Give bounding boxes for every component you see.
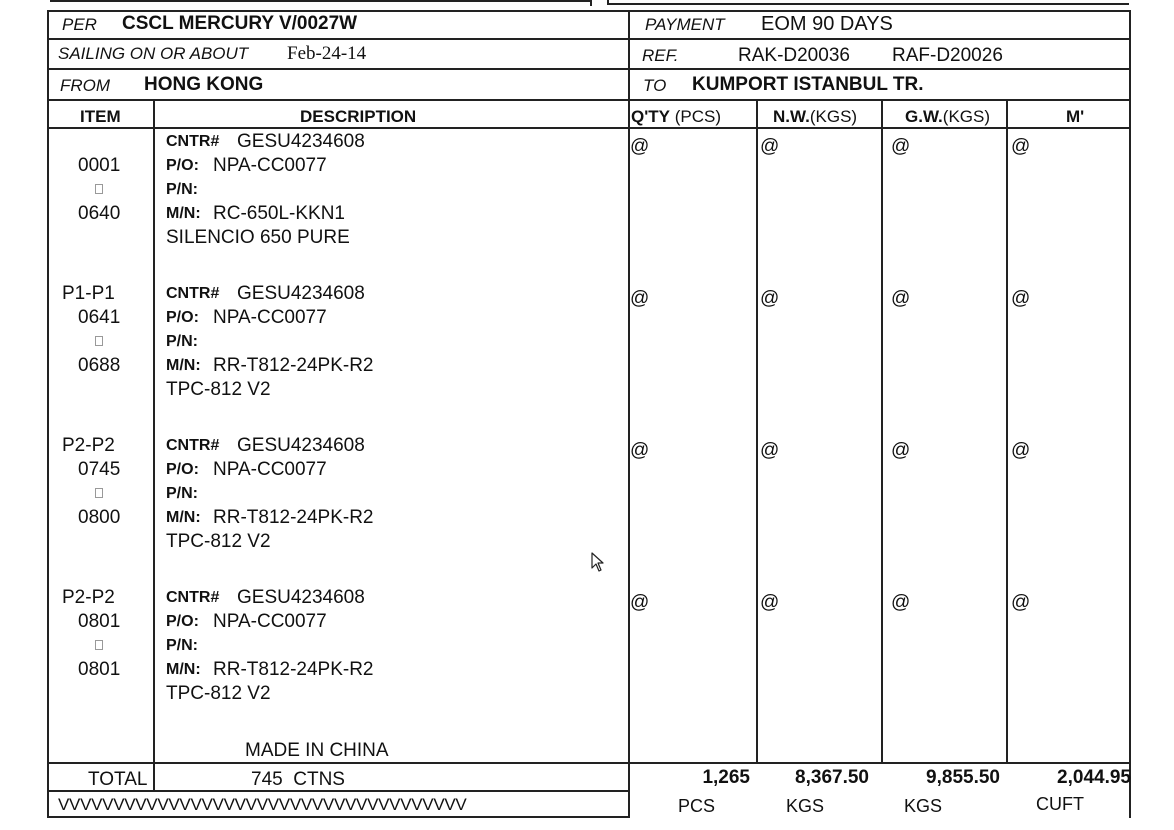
made-in-label: MADE IN CHINA [245,740,389,761]
po-label: P/O: [166,157,199,174]
from-label: FROM [60,76,111,95]
vline-item [153,99,155,792]
mn-value: RR-T812-24PK-R2 [213,355,374,376]
item-top: P2-P2 [62,587,115,608]
ref-value-2: RAF-D20026 [892,45,1003,66]
mn-label: M/N: [166,661,201,678]
at-sign: @ [891,592,911,613]
product-description: TPC-812 V2 [166,379,271,400]
at-sign: @ [630,440,650,461]
item-to: 0688 [78,355,121,376]
total-gw: 9,855.50 [926,767,1000,788]
cntr-value: GESU4234608 [237,131,365,152]
at-sign: @ [760,136,780,157]
item-to: 0801 [78,659,121,680]
at-sign: @ [760,592,780,613]
hline-2 [47,68,1131,70]
col-gw [905,108,990,125]
at-sign: @ [630,592,650,613]
form-border-right [1129,10,1131,818]
at-sign: @ [1011,592,1031,613]
total-gw-unit: KGS [904,796,943,816]
item-from: 0641 [78,307,121,328]
vline-qty [756,99,758,764]
at-sign: @ [760,288,780,309]
total-m-unit: CUFT [1036,794,1084,814]
col-gw-label: G.W. [905,107,943,126]
cntr-label: CNTR# [166,437,220,454]
product-description: TPC-812 V2 [166,683,271,704]
mn-label: M/N: [166,509,201,526]
po-label: P/O: [166,613,199,630]
at-sign: @ [630,288,650,309]
pn-label: P/N: [166,637,198,654]
total-label: TOTAL [88,769,148,790]
col-qty-label: Q'TY [631,107,670,126]
mn-value: RR-T812-24PK-R2 [213,507,374,528]
item-from: 0001 [78,155,121,176]
po-value: NPA-CC0077 [213,459,327,480]
top-cut-mark-right [607,0,609,5]
at-sign: @ [891,440,911,461]
at-sign: @ [891,288,911,309]
item-top: P2-P2 [62,435,115,456]
ref-label: REF. [642,46,679,65]
form-border-left [47,10,49,818]
from-value: HONG KONG [144,74,264,95]
to-label: TO [643,76,667,95]
range-separator-icon [95,640,103,650]
to-value: KUMPORT ISTANBUL TR. [692,74,924,95]
item-to: 0800 [78,507,121,528]
col-qty [631,108,721,125]
total-nw: 8,367.50 [795,767,869,788]
top-cut-line-left [50,0,592,2]
per-label: PER [62,15,97,34]
at-sign: @ [1011,288,1031,309]
range-separator-icon [95,184,103,194]
col-nw [773,108,857,125]
col-m: M' [1066,107,1085,126]
item-to: 0640 [78,203,121,224]
pn-label: P/N: [166,181,198,198]
hline-5 [47,762,1131,764]
col-gw-unit: (KGS) [942,107,991,126]
po-label: P/O: [166,309,199,326]
mn-label: M/N: [166,357,201,374]
total-ctns: 745 CTNS [251,769,345,790]
hline-bottom [47,816,630,818]
total-qty-unit: PCS [678,796,716,816]
item-from: 0801 [78,611,121,632]
hline-6 [47,790,630,792]
col-nw-label: N.W. [773,107,810,126]
col-qty-unit: (PCS) [674,107,722,126]
range-separator-icon [95,488,103,498]
at-sign: @ [891,136,911,157]
vline-nw [881,99,883,764]
top-cut-line-right [607,3,1129,5]
total-filler: VVVVVVVVVVVVVVVVVVVVVVVVVVVVVVVVVVVVV [58,795,467,814]
po-label: P/O: [166,461,199,478]
item-from: 0745 [78,459,121,480]
sailing-label: SAILING ON OR ABOUT [58,44,249,63]
cntr-label: CNTR# [166,589,220,606]
total-m: 2,044.95 [1057,767,1131,788]
range-separator-icon [95,336,103,346]
total-qty: 1,265 [702,767,750,788]
payment-label: PAYMENT [645,15,725,34]
at-sign: @ [1011,440,1031,461]
total-nw-unit: KGS [786,796,825,816]
po-value: NPA-CC0077 [213,307,327,328]
mn-value: RC-650L-KKN1 [213,203,345,224]
sailing-value: Feb-24-14 [287,43,367,64]
header-divider [628,10,630,818]
hline-4 [47,127,1131,129]
at-sign: @ [1011,136,1031,157]
top-cut-mark-left [590,0,592,6]
at-sign: @ [630,136,650,157]
cntr-label: CNTR# [166,133,220,150]
hline-1 [47,38,1131,40]
pn-label: P/N: [166,333,198,350]
col-nw-unit: (KGS) [809,107,858,126]
pn-label: P/N: [166,485,198,502]
product-description: TPC-812 V2 [166,531,271,552]
mn-label: M/N: [166,205,201,222]
hline-top [47,10,1131,12]
col-item: ITEM [80,107,121,126]
hline-3 [47,99,1131,101]
mouse-cursor-icon [591,552,605,572]
product-description: SILENCIO 650 PURE [166,227,350,248]
vline-gw [1006,99,1008,764]
cntr-label: CNTR# [166,285,220,302]
cntr-value: GESU4234608 [237,435,365,456]
po-value: NPA-CC0077 [213,155,327,176]
per-value: CSCL MERCURY V/0027W [122,13,358,34]
col-description: DESCRIPTION [300,107,417,126]
payment-value: EOM 90 DAYS [761,13,893,35]
po-value: NPA-CC0077 [213,611,327,632]
mn-value: RR-T812-24PK-R2 [213,659,374,680]
cntr-value: GESU4234608 [237,283,365,304]
ref-value-1: RAK-D20036 [738,45,850,66]
cntr-value: GESU4234608 [237,587,365,608]
item-top: P1-P1 [62,283,115,304]
at-sign: @ [760,440,780,461]
